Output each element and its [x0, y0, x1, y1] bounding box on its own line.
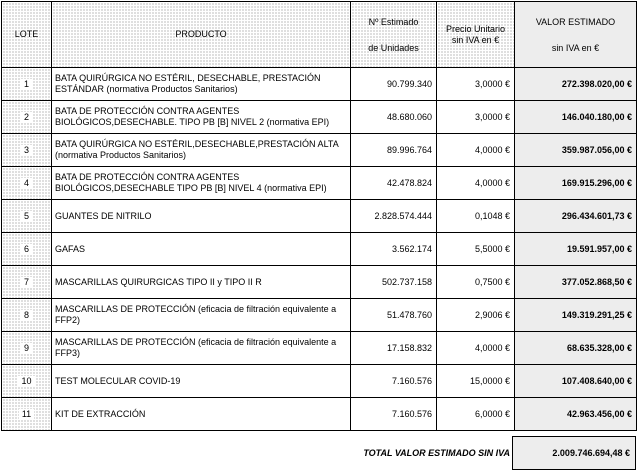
- unidades-cell: 89.996.764: [351, 134, 437, 167]
- precio-cell: 3,0000 €: [437, 68, 515, 101]
- header-valor: [515, 2, 637, 68]
- valor-cell: 19.591.957,00 €: [515, 233, 637, 266]
- lote-cell: [2, 332, 52, 365]
- header-valor-line2: sin IVA en €: [551, 43, 600, 53]
- valor-cell: 377.052.868,50 €: [515, 266, 637, 299]
- producto-cell: MASCARILLAS DE PROTECCIÓN (eficacia de filtración equivalente a FFP3): [52, 332, 351, 365]
- precio-cell: 6,0000 €: [437, 398, 515, 431]
- lote-cell: [2, 68, 52, 101]
- total-value: 2.009.746.694,48 €: [512, 436, 636, 470]
- lote-number: 10: [18, 376, 34, 387]
- valor-cell: 296.434.601,73 €: [515, 200, 637, 233]
- lote-number: 3: [21, 145, 32, 156]
- header-producto: PRODUCTO: [52, 2, 351, 68]
- valor-cell: 42.963.456,00 €: [515, 398, 637, 431]
- lote-number: 5: [21, 211, 32, 222]
- header-lote: LOTE: [2, 2, 52, 68]
- table-row: [2, 299, 637, 332]
- lote-number: 7: [21, 277, 32, 288]
- table-row: [2, 332, 637, 365]
- lote-number: 11: [19, 409, 34, 420]
- producto-cell: BATA QUIRÚRGICA NO ESTÉRIL, DESECHABLE, PRESTACIÓN ESTÁNDAR (normativa Productos Sanitarios): [52, 68, 351, 101]
- producto-cell: MASCARILLAS DE PROTECCIÓN (eficacia de filtración equivalente a FFP2): [52, 299, 351, 332]
- table-row: [2, 167, 637, 200]
- precio-cell: 5,5000 €: [437, 233, 515, 266]
- precio-cell: 0,1048 €: [437, 200, 515, 233]
- table-row: [2, 200, 637, 233]
- table-row: [2, 233, 637, 266]
- lote-cell: [2, 365, 52, 398]
- unidades-cell: 502.737.158: [351, 266, 437, 299]
- lote-cell: [2, 299, 52, 332]
- valor-cell: 359.987.056,00 €: [515, 134, 637, 167]
- table-row: [2, 68, 637, 101]
- producto-cell: TEST MOLECULAR COVID-19: [52, 365, 351, 398]
- lote-cell: [2, 134, 52, 167]
- producto-cell: BATA DE PROTECCIÓN CONTRA AGENTES BIOLÓGICOS,DESECHABLE TIPO PB [B] NIVEL 4 (normativa EPI): [52, 167, 351, 200]
- valor-cell: 169.915.296,00 €: [515, 167, 637, 200]
- valor-cell: 107.408.640,00 €: [515, 365, 637, 398]
- table-header-row: [2, 2, 637, 68]
- producto-cell: BATA QUIRÚRGICA NO ESTÉRIL,DESECHABLE,PRESTACIÓN ALTA (normativa Productos Sanitarios): [52, 134, 351, 167]
- producto-cell: GUANTES DE NITRILO: [52, 200, 351, 233]
- unidades-cell: 3.562.174: [351, 233, 437, 266]
- header-unidades-line1: Nº Estimado: [368, 17, 419, 27]
- valor-cell: 146.040.180,00 €: [515, 101, 637, 134]
- precio-cell: 0,7500 €: [437, 266, 515, 299]
- header-unidades: [351, 2, 437, 68]
- precio-cell: 2,9006 €: [437, 299, 515, 332]
- precio-cell: 3,0000 €: [437, 101, 515, 134]
- table-row: [2, 134, 637, 167]
- lote-number: 9: [21, 343, 32, 354]
- precio-cell: 4,0000 €: [437, 134, 515, 167]
- lote-cell: [2, 266, 52, 299]
- unidades-cell: 17.158.832: [351, 332, 437, 365]
- precio-cell: 4,0000 €: [437, 167, 515, 200]
- precio-cell: 15,0000 €: [437, 365, 515, 398]
- lote-cell: [2, 167, 52, 200]
- lote-cell: [2, 398, 52, 431]
- lote-cell: [2, 233, 52, 266]
- unidades-cell: 48.680.060: [351, 101, 437, 134]
- table-row: [2, 365, 637, 398]
- lote-number: 4: [21, 178, 32, 189]
- lote-cell: [2, 200, 52, 233]
- header-valor-line1: VALOR ESTIMADO: [535, 17, 616, 27]
- valor-cell: 272.398.020,00 €: [515, 68, 637, 101]
- producto-cell: KIT DE EXTRACCIÓN: [52, 398, 351, 431]
- lote-number: 1: [21, 79, 32, 90]
- lote-number: 2: [21, 112, 32, 123]
- lote-number: 8: [21, 310, 32, 321]
- lote-number: 6: [21, 244, 32, 255]
- unidades-cell: 51.478.760: [351, 299, 437, 332]
- producto-cell: BATA DE PROTECCIÓN CONTRA AGENTES BIOLÓGICOS,DESECHABLE. TIPO PB [B] NIVEL 2 (normativa EPI): [52, 101, 351, 134]
- lotes-table: [1, 1, 637, 431]
- lote-cell: [2, 101, 52, 134]
- precio-cell: 4,0000 €: [437, 332, 515, 365]
- valor-cell: 149.319.291,25 €: [515, 299, 637, 332]
- table-row: [2, 398, 637, 431]
- producto-cell: GAFAS: [52, 233, 351, 266]
- header-precio-line2: sin IVA en €: [451, 34, 500, 45]
- unidades-cell: 2.828.574.444: [351, 200, 437, 233]
- producto-cell: MASCARILLAS QUIRURGICAS TIPO II y TIPO II R: [52, 266, 351, 299]
- unidades-cell: 90.799.340: [351, 68, 437, 101]
- total-label: TOTAL VALOR ESTIMADO SIN IVA: [363, 448, 510, 458]
- unidades-cell: 7.160.576: [351, 365, 437, 398]
- header-precio-line1: Precio Unitario: [445, 23, 506, 34]
- header-unidades-line2: de Unidades: [368, 43, 419, 53]
- table-row: [2, 101, 637, 134]
- header-precio: [437, 2, 515, 68]
- valor-cell: 68.635.328,00 €: [515, 332, 637, 365]
- unidades-cell: 42.478.824: [351, 167, 437, 200]
- table-row: [2, 266, 637, 299]
- unidades-cell: 7.160.576: [351, 398, 437, 431]
